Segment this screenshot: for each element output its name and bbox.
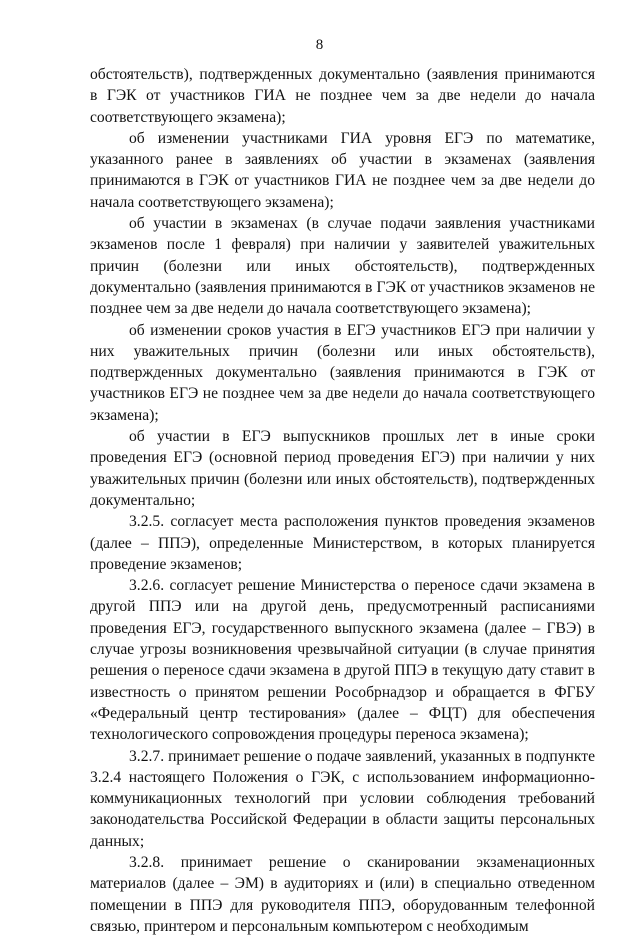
- paragraph-3-2-7: 3.2.7. принимает решение о подаче заявлений, указанных в подпункте 3.2.4 настоящего Положения о ГЭК, с использованием информационно-коммуникационных технологий при условии соблюдения требований законодательства Российской Федерации в области защиты персональных данных;: [90, 747, 595, 850]
- paragraph-exam-level-change: об изменении участниками ГИА уровня ЕГЭ по математике, указанного ранее в заявлениях об участии в экзаменах (заявления принимаются в ГЭК от участников ГИА не позднее чем за две недели до начала соответствующего экзамена);: [90, 129, 595, 211]
- paragraph-past-graduates: об участии в ЕГЭ выпускников прошлых лет в иные сроки проведения ЕГЭ (основной период проведения ЕГЭ) при наличии у них уважительных причин (болезни или иных обстоятельств), подтвержденных документально;: [90, 428, 595, 509]
- paragraph-3-2-8: 3.2.8. принимает решение о сканировании экзаменационных материалов (далее – ЭМ) в аудиториях и (или) в специально отведенном помещении в ППЭ для руководителя ППЭ, оборудованным телефонной связью, принтером и персональным компьютером с необходимым: [90, 853, 595, 935]
- page-number: 8: [315, 37, 324, 53]
- paragraph-3-2-6: 3.2.6. согласует решение Министерства о переносе сдачи экзамена в другой ППЭ или на другой день, предусмотренный расписаниями проведения ЕГЭ, государственного выпускного экзамена (далее – ГВЭ) в случае угрозы возникновения чрезвычайной ситуации (в случае принятия решения о переносе сдачи экзамена в другой ППЭ в текущую дату ставит в известность о принятом решении Рособрнадзор и обращается в ФГБУ «Федеральный центр тестирования» (далее – ФЦТ) для обеспечения технологического сопровождения процедуры переноса экзамена);: [90, 577, 595, 744]
- paragraph-late-application: об участии в экзаменах (в случае подачи заявления участниками экзаменов после 1 февраля) при наличии у заявителей уважительных причин (болезни или иных обстоятельств), подтвержденных документально (заявления принимаются в ГЭК от участников экзаменов не позднее чем за две недели до начала соответствующего экзамена);: [90, 215, 595, 318]
- paragraph-schedule-change: об изменении сроков участия в ЕГЭ участников ЕГЭ при наличии у них уважительных причин (болезни или иных обстоятельств), подтвержденных документально (заявления принимаются в ГЭК от участников ЕГЭ не позднее чем за две недели до начала соответствующего экзамена);: [90, 321, 595, 424]
- paragraph-continuation: обстоятельств), подтвержденных документально (заявления принимаются в ГЭК от участников ГИА не позднее чем за две недели до начала соответствующего экзамена);: [90, 66, 595, 126]
- document-body: [90, 64, 595, 937]
- paragraph-3-2-5: 3.2.5. согласует места расположения пунктов проведения экзаменов (далее – ППЭ), определенные Министерством, в которых планируется проведение экзаменов;: [90, 513, 595, 573]
